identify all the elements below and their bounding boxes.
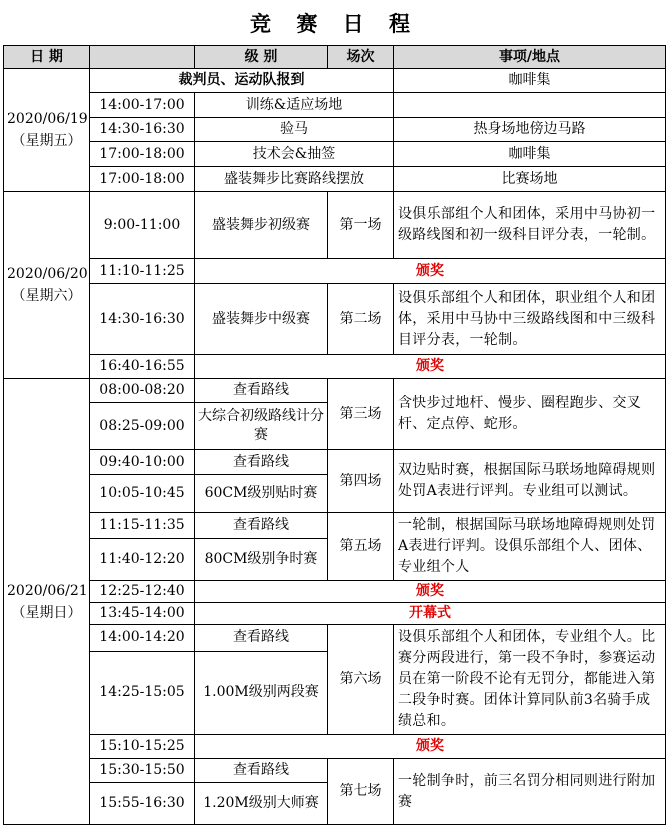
- time-cell: 12:25-12:40: [90, 581, 195, 603]
- round-cell: 第四场: [328, 450, 394, 513]
- level-cell: 查看路线: [195, 379, 328, 403]
- award-cell: 颁奖: [195, 259, 666, 284]
- date-cell: 2020/06/20（星期六）: [4, 192, 90, 379]
- time-cell: 08:25-09:00: [90, 403, 195, 450]
- time-cell: 15:30-15:50: [90, 759, 195, 783]
- level-cell: 80CM级别争时赛: [195, 539, 328, 581]
- header-round: 场次: [328, 46, 394, 69]
- place-cell: 热身场地傍边马路: [394, 118, 666, 142]
- table-row: [4, 625, 666, 652]
- table-row: [4, 355, 666, 379]
- time-cell: 11:15-11:35: [90, 513, 195, 539]
- table-row: [4, 192, 666, 259]
- time-cell: 15:55-16:30: [90, 783, 195, 825]
- table-row: [4, 93, 666, 118]
- description-cell: 含快步过地杆、慢步、圈程跑步、交叉杆、定点停、蛇形。: [394, 379, 666, 450]
- time-cell: 14:00-17:00: [90, 93, 195, 118]
- level-cell: 查看路线: [195, 625, 328, 652]
- place-cell: 比赛场地: [394, 167, 666, 192]
- table-row: [4, 284, 666, 355]
- place-cell: [394, 93, 666, 118]
- time-cell: 15:10-15:25: [90, 735, 195, 759]
- round-cell: 第五场: [328, 513, 394, 581]
- time-cell: 14:30-16:30: [90, 118, 195, 142]
- date-cell: 2020/06/19（星期五）: [4, 69, 90, 192]
- round-cell: 第三场: [328, 379, 394, 450]
- table-row: [4, 735, 666, 759]
- award-cell: 颁奖: [195, 735, 666, 759]
- time-cell: 08:00-08:20: [90, 379, 195, 403]
- time-cell: 16:40-16:55: [90, 355, 195, 379]
- header-event: 事项/地点: [394, 46, 666, 69]
- description-cell: 一轮制争时，前三名罚分相同则进行附加赛: [394, 759, 666, 825]
- time-cell: 11:10-11:25: [90, 259, 195, 284]
- table-row: [4, 603, 666, 625]
- level-cell: 技术会&抽签: [195, 142, 394, 167]
- table-row: [4, 118, 666, 142]
- round-cell: 第二场: [328, 284, 394, 355]
- table-row: [4, 513, 666, 539]
- time-cell: 13:45-14:00: [90, 603, 195, 625]
- header-row: [4, 46, 666, 69]
- round-cell: 第六场: [328, 625, 394, 735]
- level-cell: 大综合初级路线计分赛: [195, 403, 328, 450]
- level-cell: 盛装舞步比赛路线摆放: [195, 167, 394, 192]
- table-row: [4, 581, 666, 603]
- level-cell: 盛装舞步中级赛: [195, 284, 328, 355]
- level-cell: 查看路线: [195, 513, 328, 539]
- round-cell: 第一场: [328, 192, 394, 259]
- table-row: [4, 167, 666, 192]
- table-row: [4, 379, 666, 403]
- place-cell: 咖啡集: [394, 142, 666, 167]
- award-cell: 颁奖: [195, 355, 666, 379]
- schedule-table: [3, 45, 666, 825]
- time-cell: 09:40-10:00: [90, 450, 195, 475]
- description-cell: 一轮制，根据国际马联场地障碍规则处罚A表进行评判。设俱乐部组个人、团体、专业组个人: [394, 513, 666, 581]
- time-cell: 17:00-18:00: [90, 167, 195, 192]
- level-cell: 训练&适应场地: [195, 93, 394, 118]
- description-cell: 设俱乐部组个人和团体，职业组个人和团体，采用中马协中三级路线图和中三级科目评分表，一轮制。: [394, 284, 666, 355]
- time-cell: 14:25-15:05: [90, 651, 195, 734]
- opening-ceremony-cell: 开幕式: [195, 603, 666, 625]
- level-cell: 60CM级别贴时赛: [195, 475, 328, 513]
- level-cell: 查看路线: [195, 450, 328, 475]
- header-date: 日 期: [4, 46, 90, 69]
- description-cell: 双边贴时赛，根据国际马联场地障碍规则处罚A表进行评判。专业组可以测试。: [394, 450, 666, 513]
- level-cell: 盛装舞步初级赛: [195, 192, 328, 259]
- table-row: [4, 142, 666, 167]
- date-cell: 2020/06/21（星期日）: [4, 379, 90, 825]
- page-title: 竞 赛 日 程: [250, 10, 419, 36]
- description-cell: 设俱乐部组个人和团体，专业组个人。比赛分两段进行，第一段不争时，参赛运动员在第一阶段不论有无罚分，都能进入第二段争时赛。团体计算同队前3名骑手成绩总和。: [394, 625, 666, 735]
- level-cell: 查看路线: [195, 759, 328, 783]
- description-cell: 设俱乐部组个人和团体，采用中马协初一级路线图和初一级科目评分表，一轮制。: [394, 192, 666, 259]
- header-level: 级 别: [195, 46, 328, 69]
- time-cell: 14:00-14:20: [90, 625, 195, 652]
- table-row: [4, 759, 666, 783]
- table-row: [4, 69, 666, 93]
- level-cell: 验马: [195, 118, 394, 142]
- level-cell: 1.20M级别大师赛: [195, 783, 328, 825]
- time-cell: 17:00-18:00: [90, 142, 195, 167]
- level-cell: 1.00M级别两段赛: [195, 651, 328, 734]
- table-row: [4, 259, 666, 284]
- award-cell: 颁奖: [195, 581, 666, 603]
- time-cell: 10:05-10:45: [90, 475, 195, 513]
- header-time: [90, 46, 195, 69]
- place-cell: 咖啡集: [394, 69, 666, 93]
- time-cell: 9:00-11:00: [90, 192, 195, 259]
- time-cell: 14:30-16:30: [90, 284, 195, 355]
- arrival-cell: 裁判员、运动队报到: [90, 69, 394, 93]
- time-cell: 11:40-12:20: [90, 539, 195, 581]
- table-row: [4, 450, 666, 475]
- round-cell: 第七场: [328, 759, 394, 825]
